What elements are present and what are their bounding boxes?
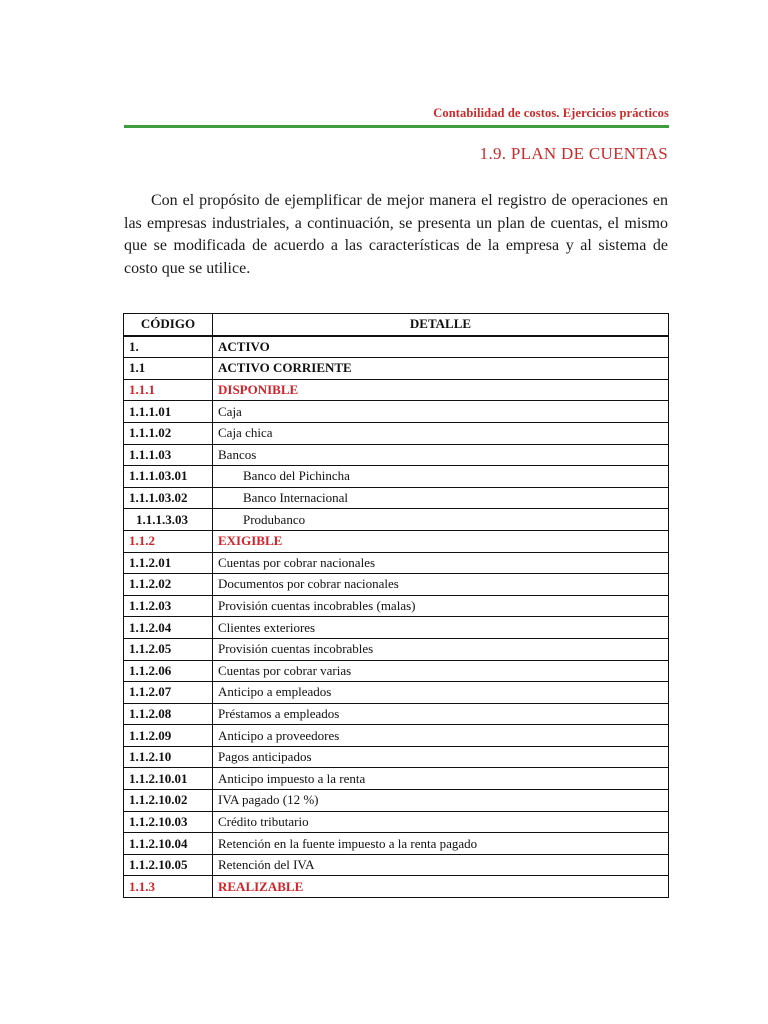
account-code: 1.1.2.04 (124, 617, 213, 639)
table-row (124, 811, 669, 833)
account-code: 1.1.2.10.05 (124, 854, 213, 876)
table-row (124, 487, 669, 509)
section-title: 1.9. PLAN DE CUENTAS (479, 144, 668, 163)
account-detail: Bancos (213, 444, 669, 466)
account-detail: Retención en la fuente impuesto a la renta pagado (213, 833, 669, 855)
account-code: 1.1.1.02 (124, 422, 213, 444)
intro-paragraph: Con el propósito de ejemplificar de mejor manera el registro de operaciones en las empresas industriales, a continuación, se presenta un plan de cuentas, el mismo que se modificada de acuerdo a las características de la empresa y al sistema de costo que se utilice. (124, 192, 668, 277)
table-row (124, 422, 669, 444)
account-detail: Clientes exteriores (213, 617, 669, 639)
account-detail: Caja (213, 401, 669, 423)
account-code: 1.1.2.10.04 (124, 833, 213, 855)
account-code: 1. (124, 336, 213, 358)
account-detail: Retención del IVA (213, 854, 669, 876)
chart-of-accounts-table (123, 313, 669, 898)
account-detail: REALIZABLE (213, 876, 669, 898)
table-row (124, 401, 669, 423)
account-detail: Cuentas por cobrar nacionales (213, 552, 669, 574)
account-code: 1.1 (124, 358, 213, 380)
account-detail: Produbanco (213, 509, 669, 531)
account-detail: Anticipo a proveedores (213, 725, 669, 747)
account-code: 1.1.2.10.02 (124, 790, 213, 812)
account-code: 1.1.2 (124, 530, 213, 552)
table-row (124, 638, 669, 660)
account-code: 1.1.1.03.01 (124, 466, 213, 488)
account-code: 1.1.2.10 (124, 746, 213, 768)
account-detail: IVA pagado (12 %) (213, 790, 669, 812)
account-detail: Préstamos a empleados (213, 703, 669, 725)
table-row (124, 876, 669, 898)
account-detail: Provisión cuentas incobrables (malas) (213, 595, 669, 617)
account-detail: Banco Internacional (213, 487, 669, 509)
account-code: 1.1.2.02 (124, 574, 213, 596)
account-code: 1.1.2.07 (124, 682, 213, 704)
account-code: 1.1.1.03.02 (124, 487, 213, 509)
table-row (124, 509, 669, 531)
account-code: 1.1.3 (124, 876, 213, 898)
table-header-row (124, 314, 669, 336)
account-detail: Documentos por cobrar nacionales (213, 574, 669, 596)
account-code: 1.1.2.10.01 (124, 768, 213, 790)
table-row (124, 617, 669, 639)
account-code: 1.1.1 (124, 379, 213, 401)
table-row (124, 379, 669, 401)
column-header-code: CÓDIGO (124, 314, 213, 336)
table-row (124, 790, 669, 812)
table-row (124, 358, 669, 380)
table-row (124, 444, 669, 466)
table-row (124, 552, 669, 574)
table-row (124, 595, 669, 617)
account-code: 1.1.2.10.03 (124, 811, 213, 833)
account-detail: Caja chica (213, 422, 669, 444)
table-row (124, 703, 669, 725)
account-code: 1.1.2.01 (124, 552, 213, 574)
account-detail: Anticipo impuesto a la renta (213, 768, 669, 790)
account-detail: Cuentas por cobrar varias (213, 660, 669, 682)
table-row (124, 768, 669, 790)
account-code: 1.1.2.05 (124, 638, 213, 660)
account-detail: Provisión cuentas incobrables (213, 638, 669, 660)
account-detail: ACTIVO (213, 336, 669, 358)
table-row (124, 336, 669, 358)
account-code: 1.1.1.03 (124, 444, 213, 466)
account-code: 1.1.2.06 (124, 660, 213, 682)
account-detail: DISPONIBLE (213, 379, 669, 401)
header-divider (124, 125, 669, 128)
table-row (124, 682, 669, 704)
account-detail: Anticipo a empleados (213, 682, 669, 704)
account-code: 1.1.2.08 (124, 703, 213, 725)
running-header: Contabilidad de costos. Ejercicios prácticos (433, 106, 669, 120)
account-detail: EXIGIBLE (213, 530, 669, 552)
account-detail: ACTIVO CORRIENTE (213, 358, 669, 380)
table-row (124, 574, 669, 596)
table-row (124, 833, 669, 855)
table-row (124, 725, 669, 747)
table-row (124, 854, 669, 876)
account-code: 1.1.1.3.03 (124, 509, 213, 531)
account-code: 1.1.2.09 (124, 725, 213, 747)
column-header-detail: DETALLE (213, 314, 669, 336)
account-code: 1.1.2.03 (124, 595, 213, 617)
table-row (124, 660, 669, 682)
table-row (124, 530, 669, 552)
account-detail: Pagos anticipados (213, 746, 669, 768)
table-row (124, 466, 669, 488)
table-row (124, 746, 669, 768)
account-code: 1.1.1.01 (124, 401, 213, 423)
account-detail: Crédito tributario (213, 811, 669, 833)
account-detail: Banco del Pichincha (213, 466, 669, 488)
